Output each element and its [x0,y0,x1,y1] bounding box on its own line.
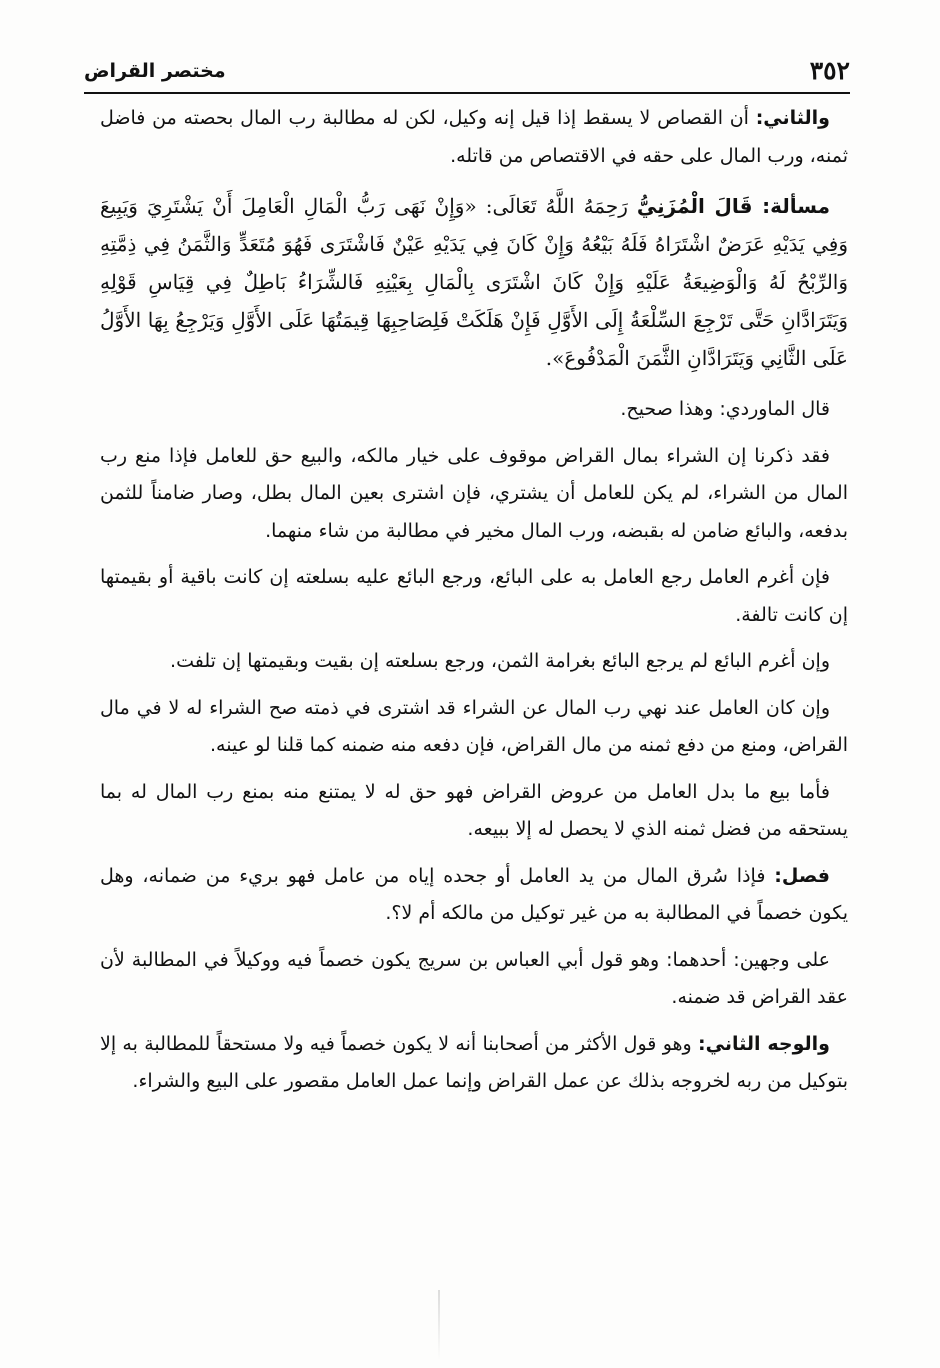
paragraph-text: قال الماوردي: وهذا صحيح. [620,398,830,420]
page-header [84,52,850,94]
scan-artifact [438,1290,440,1360]
paragraph [100,858,848,933]
quoted-text: رَحِمَهُ اللَّهُ تَعَالَى: «وَإِنْ نَهَى رَبُّ الْمَالِ الْعَامِلَ أَنْ يَشْتَرِيَ وَيَبِيعَ وَفِي يَدَيْهِ عَرَضٌ اشْتَرَاهُ فَلَهُ بَيْعُهُ وَإِنْ كَانَ فِي يَدَيْهِ عَيْنٌ فَاشْتَرَى فَهُوَ مُتَعَدٍّ وَالثَّمَنُ فِي ذِمَّتِهِ وَالرِّبْحُ لَهُ وَالْوَضِيعَةُ عَلَيْهِ وَإِنْ كَانَ اشْتَرَى بِالْمَالِ بِعَيْنِهِ فَالشِّرَاءُ بَاطِلٌ فِي قِيَاسِ قَوْلِهِ وَيَتَرَادَّانِ حَتَّى تَرْجِعَ السِّلْعَةُ إِلَى الأَوَّلِ فَإِنْ هَلَكَتْ فَلِصَاحِبِهَا قِيمَتُهَا عَلَى الأَوَّلِ وَيَرْجِعُ بِهَا الأَوَّلُ عَلَى الثَّانِي وَيَتَرَادَّانِ الثَّمَنَ الْمَدْفُوعَ». [100,194,848,370]
paragraph [100,942,848,1017]
masala-paragraph [100,187,848,377]
paragraph-text: وهو قول الأكثر من أصحابنا أنه لا يكون خصماً فيه ولا مستحقاً للمطالبة به إلا بتوكيل من ربه لخروجه بذلك عن عمل القراض وإنما عمل العامل مقصور على البيع والشراء. [100,1032,848,1092]
paragraph-text: وإن أغرم البائع لم يرجع البائع بغرامة الثمن، ورجع بسلعته إن بقيت وبقيمتها إن تلفت. [170,650,830,672]
paragraph-lead: مسألة: قَالَ الْمُزَنِيُّ [636,194,830,218]
paragraph [100,690,848,765]
paragraph-lead: والثاني: [755,107,830,129]
paragraph-text: فقد ذكرنا إن الشراء بمال القراض موقوف على خيار مالكه، والبيع حق للعامل فإذا منع رب المال من الشراء، لم يكن للعامل أن يشتري، فإن اشترى بعين المال بطل، وصار ضامناً للثمن بدفعه، والبائع ضامن له بقبضه، ورب المال مخير في مطالبة من شاء منهما. [100,444,848,542]
paragraph [100,774,848,849]
paragraph-text: أن القصاص لا يسقط إذا قيل إنه وكيل، لكن له مطالبة رب المال بحصته من فاضل ثمنه، ورب المال على حقه في الاقتصاص من قاتله. [100,107,848,167]
page-body [100,100,848,1110]
paragraph [100,438,848,551]
paragraph-lead: فصل: [774,864,830,887]
paragraph-text: فإذا سُرق المال من يد العامل أو جحده إياه من عامل فهو بريء من ضمانه، وهل يكون خصماً في المطالبة به من غير توكيل من مالكه أم لا؟. [100,864,848,924]
paragraph [100,1026,848,1101]
paragraph [100,643,848,681]
paragraph-text: على وجهين: أحدهما: وهو قول أبي العباس بن سريج يكون خصماً فيه ووكيلاً في المطالبة لأن عقد القراض قد ضمنه. [100,948,848,1008]
paragraph [100,391,848,429]
running-title: مختصر القراض [84,60,234,82]
paragraph [100,559,848,634]
paragraph [100,100,848,175]
paragraph-text: فإن أغرم العامل رجع العامل به على البائع، ورجع البائع عليه بسلعته إن كانت باقية أو بقيمتها إن كانت تالفة. [100,566,848,626]
paragraph-text: فأما بيع ما بدل العامل من عروض القراض فهو حق له لا يمتنع منه بمنع رب المال له بما يستحقه من فضل ثمنه الذي لا يحصل له إلا ببيعه. [100,780,848,840]
paragraph-lead: والوجه الثاني: [698,1032,830,1055]
page-number: ٣٥٢ [802,56,850,85]
paragraph-text: وإن كان العامل عند نهي رب المال عن الشراء قد اشترى في ذمته صح الشراء له لا في مال القراض، ومنع من دفع ثمنه من مال القراض، فإن دفعه منه ضمنه كما قلنا لو عينه. [100,696,848,756]
